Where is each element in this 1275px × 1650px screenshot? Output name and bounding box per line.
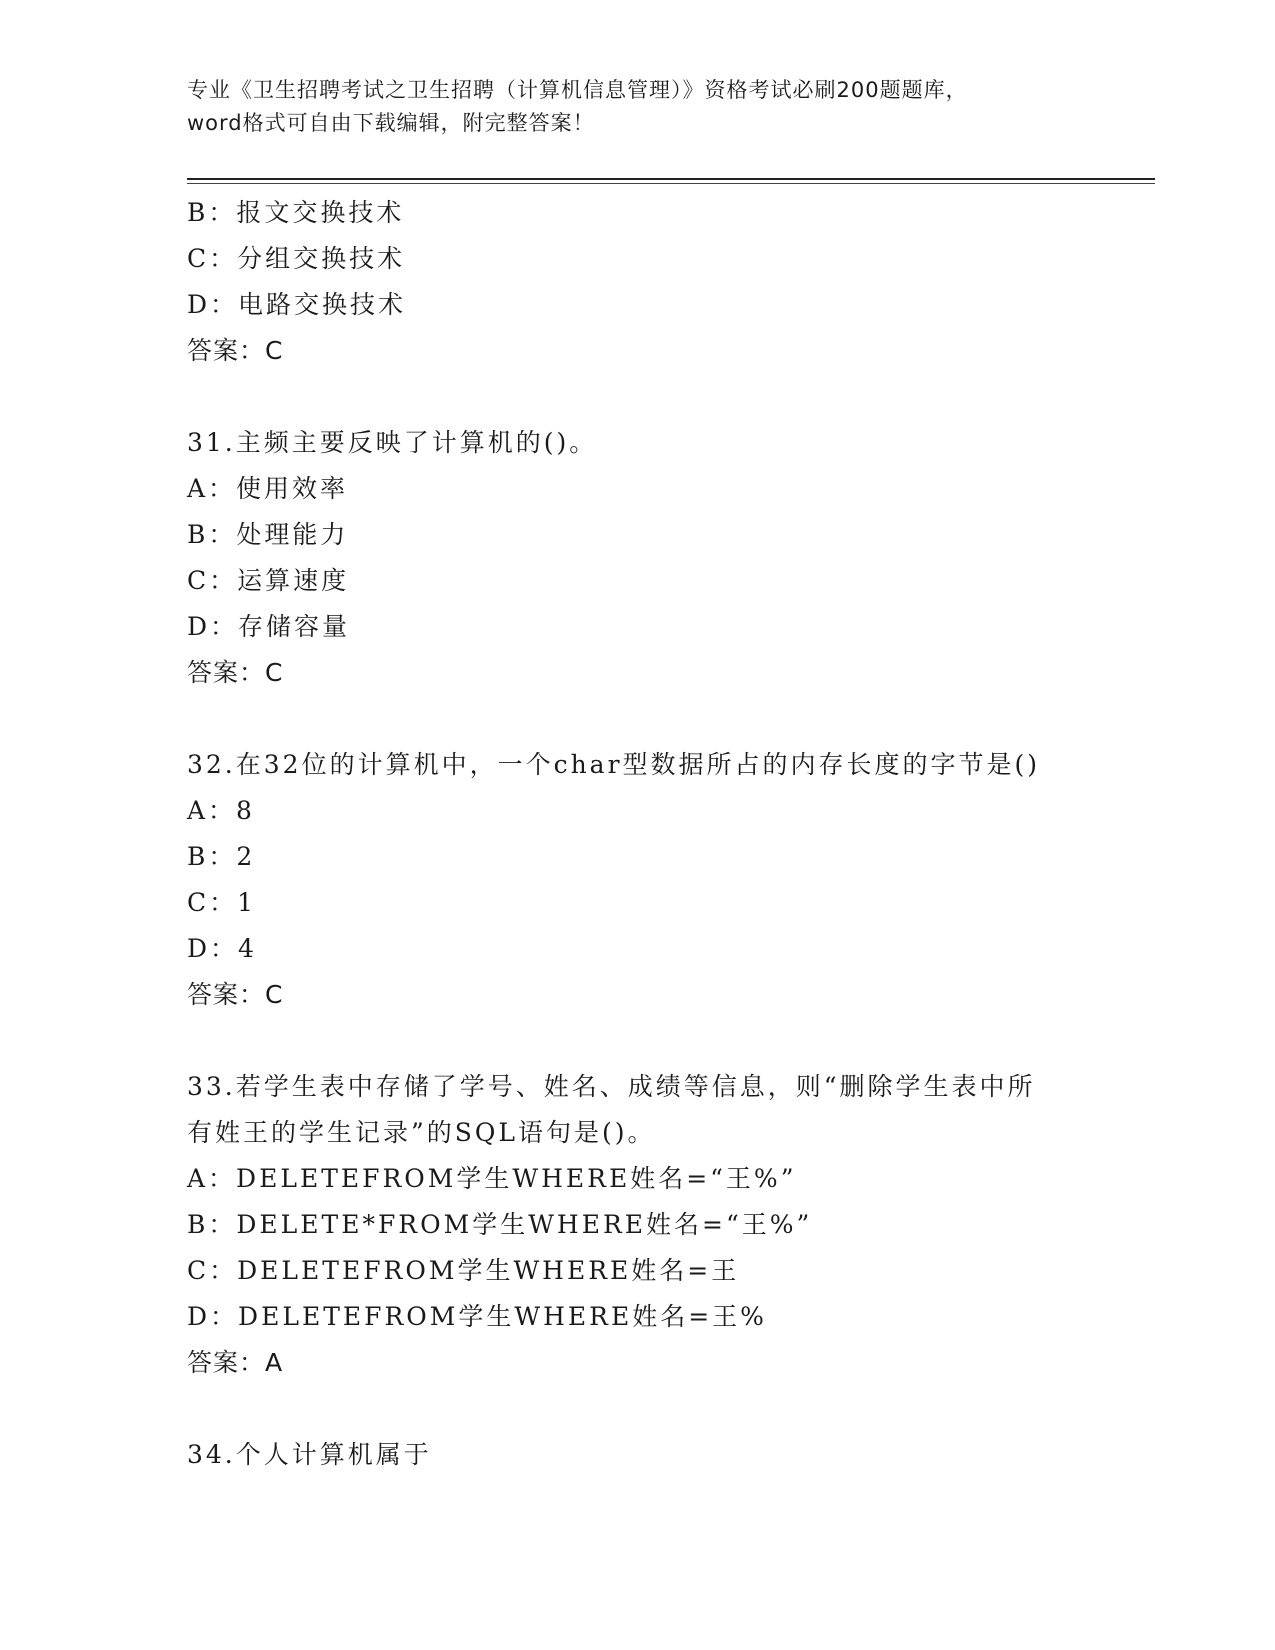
option-b: B：报文交换技术: [187, 198, 405, 227]
spacer: [187, 374, 1155, 420]
option-a: A：8: [187, 796, 255, 825]
question-list: [187, 190, 1155, 1478]
page-header: [187, 74, 1087, 140]
question-33: [187, 1064, 1155, 1386]
question-30: [187, 190, 1155, 374]
question-text: 32.在32位的计算机中，一个char型数据所占的内存长度的字节是(): [187, 750, 1041, 779]
option-c: C：运算速度: [187, 566, 350, 595]
question-text-line-1: 33.若学生表中存储了学号、姓名、成绩等信息，则“删除学生表中所: [187, 1072, 1036, 1101]
option-c: C：分组交换技术: [187, 244, 406, 273]
option-b: B：处理能力: [187, 520, 349, 549]
header-rule-thin: [187, 183, 1155, 184]
spacer: [187, 1386, 1155, 1432]
option-a: A：使用效率: [187, 474, 349, 503]
option-d: D：DELETEFROM学生WHERE姓名=王%: [187, 1302, 767, 1331]
header-line-1: 专业《卫生招聘考试之卫生招聘（计算机信息管理）》资格考试必刷200题题库，: [187, 78, 968, 102]
question-32: [187, 742, 1155, 1018]
option-d: D：4: [187, 934, 257, 963]
option-b: B：DELETE*FROM学生WHERE姓名=“王%”: [187, 1210, 813, 1239]
question-31: [187, 420, 1155, 696]
question-text: 31.主频主要反映了计算机的()。: [187, 428, 598, 457]
answer: 答案：C: [187, 658, 284, 687]
option-c: C：1: [187, 888, 257, 917]
option-b: B：2: [187, 842, 256, 871]
answer: 答案：C: [187, 336, 284, 365]
answer: 答案：C: [187, 980, 284, 1009]
option-d: D：电路交换技术: [187, 290, 407, 319]
header-line-2: word格式可自由下载编辑，附完整答案！: [187, 111, 595, 135]
option-d: D：存储容量: [187, 612, 351, 641]
option-c: C：DELETEFROM学生WHERE姓名=王: [187, 1256, 740, 1285]
header-rule-thick: [187, 178, 1155, 180]
question-text-line-2: 有姓王的学生记录”的SQL语句是()。: [187, 1118, 656, 1147]
answer: 答案：A: [187, 1348, 284, 1377]
question-text: 34.个人计算机属于: [187, 1440, 432, 1469]
spacer: [187, 1018, 1155, 1064]
option-a: A：DELETEFROM学生WHERE姓名=“王%”: [187, 1164, 797, 1193]
spacer: [187, 696, 1155, 742]
question-34: [187, 1432, 1155, 1478]
